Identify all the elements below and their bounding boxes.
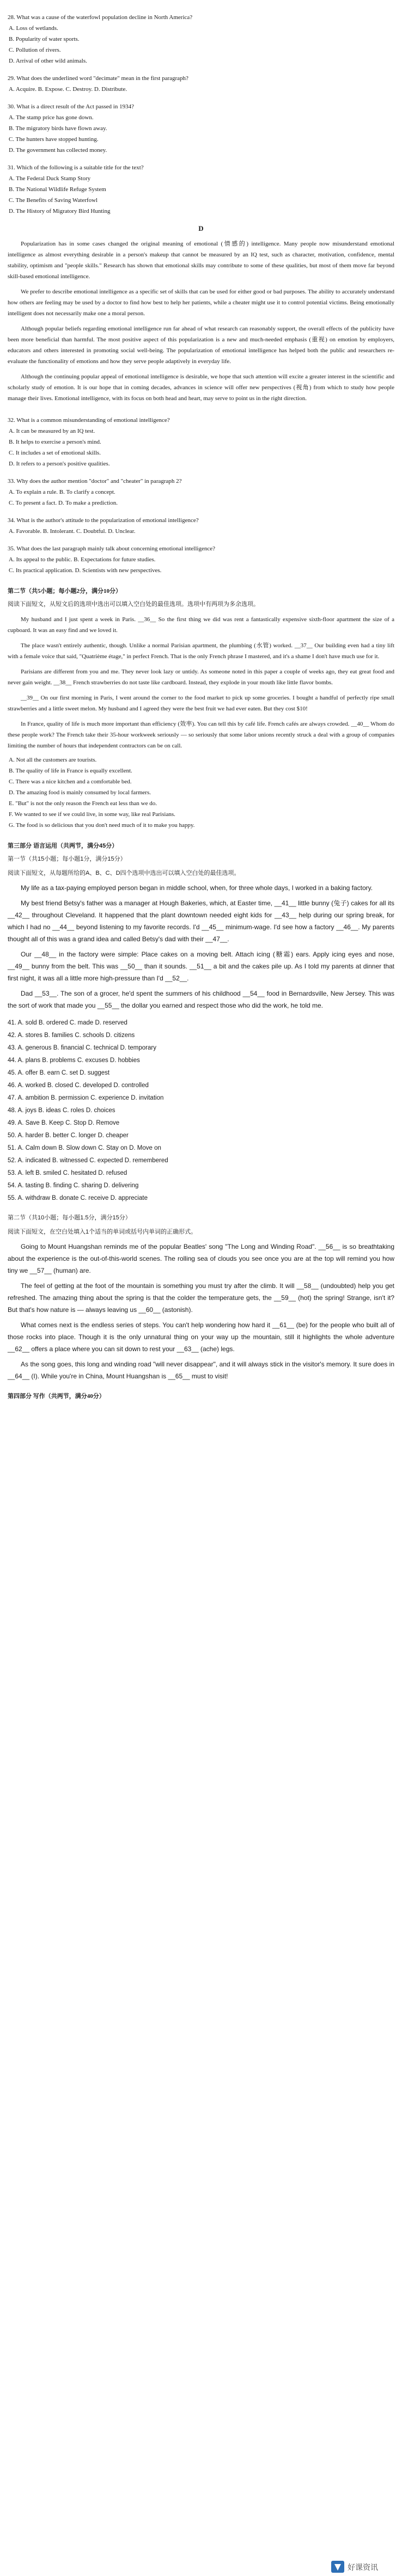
cloze-body <box>8 882 394 1011</box>
answer-option: B. The National Wildlife Refuge System <box>9 186 106 193</box>
answer-option: C. It includes a set of emotional skills. <box>9 450 101 456</box>
passage-paragraph: In France, quality of life is much more important than efficiency (效率). You can tell this by café life. French cafés are always crowded. __40__ Whom do these people work? The French take their 35-hour workweek seriously — so seriously that some labor unions recently struck a deal with a group of companies limiting the number of hours that independent contractors can be on call. <box>8 721 394 749</box>
passage-paragraph: Popularization has in some cases changed the original meaning of emotional (情感的) intelligence. Many people now misunderstand emotional intelligence as almost everything desirable in a person's makeup that cannot be measured by an IQ test, such as character, motivation, confidence, mental stability, optimism and "people skills." Research has shown that emotional skills may contribute to some of these qualities, but most of them move far beyond skill-based emotional intelligence. <box>8 241 394 280</box>
answer-option: D. The government has collected money. <box>9 147 107 154</box>
answer-option: C. The hunters have stopped hunting. <box>9 136 99 143</box>
cloze-option-row: 41. A. sold B. ordered C. made D. reserved <box>8 1020 127 1026</box>
question-stem: 29. What does the underlined word "decimate" mean in the first paragraph? <box>8 75 188 82</box>
answer-option: A. Favorable. B. Intolerant. C. Doubtful. D. Unclear. <box>9 528 136 535</box>
question-stem: 31. Which of the following is a suitable title for the text? <box>8 164 144 171</box>
passage-paragraph: __39__ On our first morning in Paris, I went around the corner to the food market to pick up some groceries. I bought a handful of perfectly ripe small strawberries and a little sweet melon. My husband and I agreed they were the best fruit we had ever eaten. But they cost $10! <box>8 695 394 712</box>
answer-option: B. Popularity of water sports. <box>9 36 80 42</box>
cloze-option-row: 46. A. worked B. closed C. developed D. controlled <box>8 1082 149 1089</box>
cloze-paragraph: My best friend Betsy's father was a manager at Hough Bakeries, which, at Easter time, __41__ little bunny (兔子) cakes for all its __42__ throughout Cleveland. It happened that the plant downtown needed eight kids for __43__ help during our spring break, for which I had no __44__ beyond listening to my favorite records. I'd __45__ minimum-wage. I'd see how a factory __46__. My parents thought all of this was a grand idea and called Betsy's dad with their __47__. <box>8 899 394 943</box>
part3-s1-title: 第一节（共15小题；每小题1分，满分15分） <box>8 856 126 862</box>
cloze-option-row: 54. A. tasting B. finding C. sharing D. delivering <box>8 1182 139 1189</box>
cloze-paragraph: Our __48__ in the factory were simple: Place cakes on a moving belt. Attach icing (糖霜) ears. Apply icing eyes and nose, __49__ bunny from the belt. This was __50__ than it sounds. __51__ a bit and the cakes pile up. As I told my parents at dinner that first night, it was all a little more high-pressure than I'd __52__. <box>8 950 394 982</box>
watermark-logo <box>331 2560 397 2574</box>
question-stem: 33. Why does the author mention "doctor" and "cheater" in paragraph 2? <box>8 478 182 484</box>
cloze-option-row: 55. A. withdraw B. donate C. receive D. appreciate <box>8 1195 148 1201</box>
cloze-option-row: 47. A. ambition B. permission C. experience D. invitation <box>8 1095 164 1101</box>
passage-d-heading: D <box>198 224 204 232</box>
grammar-paragraph: What comes next is the endless series of steps. You can't help wondering how hard it __61__ (be) for the people who built all of those rocks into place. Though it is the only unnatural thing on your way up the mountain, still it highlights the whole adventure __62__ offers a place where you can sit down to rest your __63__ (ache) legs. <box>8 1321 394 1353</box>
cloze-option-row: 48. A. joys B. ideas C. roles D. choices <box>8 1107 115 1114</box>
passage-d-questions <box>8 404 394 576</box>
answer-option: B. The migratory birds have flown away. <box>9 125 107 132</box>
cloze-paragraph: Dad __53__. The son of a grocer, he'd spent the summers of his childhood __54__ food in Bernardsville, New Jersey. This was the sort of work that made you __55__ the dollar you earned and respect those who did the work, he told me. <box>8 990 394 1009</box>
answer-option: B. It helps to exercise a person's mind. <box>9 439 101 445</box>
section2-body <box>8 614 394 751</box>
cloze-option-row: 49. A. Save B. Keep C. Stop D. Remove <box>8 1120 120 1126</box>
part3-title: 第三部分 语言运用（共两节，满分45分） <box>8 843 118 849</box>
answer-option: C. The Benefits of Saving Waterfowl <box>9 197 98 204</box>
seven-choose-five-option: E. "But" is not the only reason the French eat less than we do. <box>9 800 157 807</box>
answer-option: D. It refers to a person's positive qualities. <box>9 461 110 467</box>
cloze-paragraph: My life as a tax-paying employed person began in middle school, when, for three whole days, I worked in a baking factory. <box>21 884 373 892</box>
grammar-paragraph: As the song goes, this long and winding road "will never disappear", and it will always stick in the visitor's memory. It sure does in __64__ (I). While you're in China, Mount Huangshan is __65__ must to visit! <box>8 1360 394 1380</box>
part3-s2-title: 第二节（共10小题；每小题1.5分，满分15分） <box>8 1215 131 1221</box>
cloze-option-row: 44. A. plans B. problems C. excuses D. hobbies <box>8 1057 140 1064</box>
cloze-option-row: 50. A. harder B. better C. longer D. cheaper <box>8 1132 129 1139</box>
passage-paragraph: My husband and I just spent a week in Paris. __36__ So the first thing we did was rent a fantastically expensive sixth-floor apartment the size of a cupboard. It was an easy find and we loved it. <box>8 616 394 634</box>
answer-option: A. To explain a rule. B. To clarify a concept. <box>9 489 115 495</box>
passage-paragraph: The place wasn't entirely authentic, though. Unlike a normal Parisian apartment, the plumbing (水管) worked. __37__ Our building even had a tiny lift with a female voice that said, "Quatrième étage," in perfect French. That is the only French phrase I mastered, and it's a shame I don't have much use for it. <box>8 642 394 660</box>
seven-choose-five-option: D. The amazing food is mainly consumed by local farmers. <box>9 789 151 796</box>
question-stem: 28. What was a cause of the waterfowl population decline in North America? <box>8 14 193 21</box>
answer-option: A. The Federal Duck Stamp Story <box>9 175 91 182</box>
grammar-paragraph: The feel of getting at the foot of the mountain is something you must try after the climb. It will __58__ (undoubted) help you get refreshed. The amazing thing about the spring is that the colder the temperature gets, the __59__ (hot) the spring! Strange, isn't it? But that's how nature is — always leaving us __60__ (astonish). <box>8 1282 394 1314</box>
answer-option: D. Arrival of other wild animals. <box>9 58 87 64</box>
passage-paragraph: Although the continuing popular appeal of emotional intelligence is desirable, we hope that such attention will excite a greater interest in the scientific and scholarly study of emotion. It is our hope that in coming decades, advances in science will offer new perspectives (视角) from which to study how people manage their lives. Emotional intelligence, with its focus on both head and heart, may serve to point us in the right direction. <box>8 373 394 402</box>
answer-option: A. Acquire. B. Expose. C. Destroy. D. Distribute. <box>9 86 127 93</box>
cloze-option-row: 45. A. offer B. earn C. set D. suggest <box>8 1070 110 1076</box>
grammar-fill-body <box>8 1241 394 1382</box>
question-stem: 32. What is a common misunderstanding of emotional intelligence? <box>8 417 170 424</box>
grammar-paragraph: Going to Mount Huangshan reminds me of the popular Beatles' song "The Long and Winding Road". __56__ is so breathtaking about the experience is the out-of-this-world scenes. The rolling sea of clouds you see once you are at the top will remind you how tiny we __57__ (human) are. <box>8 1243 394 1274</box>
passage-d-body <box>8 238 394 404</box>
section2-instructions: 阅读下面短文，从短文后的选项中选出可以填入空白处的最佳选项。选项中有两项为多余选项。 <box>8 601 259 608</box>
seven-choose-five-option: F. We wanted to see if we could live, in some way, like real Parisians. <box>9 811 175 818</box>
cloze-option-row: 43. A. generous B. financial C. technical D. temporary <box>8 1045 156 1051</box>
section2-title: 第二节（共5小题；每小题2分，满分10分） <box>8 588 121 594</box>
spacer <box>8 404 394 408</box>
cloze-option-row: 53. A. left B. smiled C. hesitated D. refused <box>8 1170 127 1176</box>
section2-options <box>8 755 394 831</box>
answer-option: A. Loss of wetlands. <box>9 25 58 32</box>
passage-c-questions <box>8 12 394 217</box>
svg-text:好课资讯: 好课资讯 <box>348 2563 378 2572</box>
answer-option: A. Its appeal to the public. B. Expectations for future studies. <box>9 556 156 563</box>
cloze-option-row: 51. A. Calm down B. Slow down C. Stay on D. Move on <box>8 1145 161 1151</box>
seven-choose-five-option: C. There was a nice kitchen and a comfortable bed. <box>9 778 132 785</box>
question-stem: 30. What is a direct result of the Act passed in 1934? <box>8 103 134 110</box>
cloze-option-row: 42. A. stores B. families C. schools D. citizens <box>8 1032 135 1039</box>
passage-paragraph: Although popular beliefs regarding emotional intelligence run far ahead of what research can reasonably support, the overall effects of the publicity have been more beneficial than harmful. The most positive aspect of this popularization is a new and much-needed emphasis (重视) on emotion by employers, educators and others interested in promoting social well-being. The popularization of emotional intelligence has helped both the public and researchers re-evaluate the functionality of emotions and how they serve people adaptively in everyday life. <box>8 326 394 365</box>
part3-s1-instructions: 阅读下面短文，从每题所给的A、B、C、D四个选项中选出可以填入空白处的最佳选项。 <box>8 870 240 876</box>
passage-paragraph: We prefer to describe emotional intelligence as a specific set of skills that can be used for either good or bad purposes. The ability to accurately understand how others are feeling may be used by a doctor to find how best to help her patients, while a cheater might use it to control potential victims. Being emotionally intelligent does not necessarily make one a moral person. <box>8 289 394 317</box>
answer-option: C. Pollution of rivers. <box>9 47 61 53</box>
cloze-option-row: 52. A. indicated B. witnessed C. expected D. remembered <box>8 1157 168 1164</box>
answer-option: A. The stamp price has gone down. <box>9 114 94 121</box>
answer-option: D. The History of Migratory Bird Hunting <box>9 208 111 214</box>
cloze-options <box>8 1017 394 1205</box>
answer-option: A. It can be measured by an IQ test. <box>9 428 95 434</box>
answer-option: C. Its practical application. D. Scientists with new perspectives. <box>9 567 162 574</box>
question-stem: 34. What is the author's attitude to the popularization of emotional intelligence? <box>8 517 199 524</box>
seven-choose-five-option: G. The food is so delicious that you don't need much of it to make you happy. <box>9 822 195 829</box>
answer-option: C. To present a fact. D. To make a prediction. <box>9 500 118 506</box>
seven-choose-five-option: B. The quality of life in France is equally excellent. <box>9 768 132 774</box>
seven-choose-five-option: A. Not all the customers are tourists. <box>9 757 97 763</box>
question-stem: 35. What does the last paragraph mainly talk about concerning emotional intelligence? <box>8 545 216 552</box>
passage-paragraph: Parisians are different from you and me. They never look lazy or untidy. As someone noted in this paper a couple of weeks ago, they eat great food and never gain weight. __38__ French strawberries do not taste like cardboard. Instead, they explode in your mouth like little flavor bombs. <box>8 668 394 686</box>
part3-s2-instructions: 阅读下面短文，在空白处填入1个适当的单词或括号内单词的正确形式。 <box>8 1229 197 1235</box>
part4-title: 第四部分 写作（共两节，满分40分） <box>8 1393 105 1400</box>
